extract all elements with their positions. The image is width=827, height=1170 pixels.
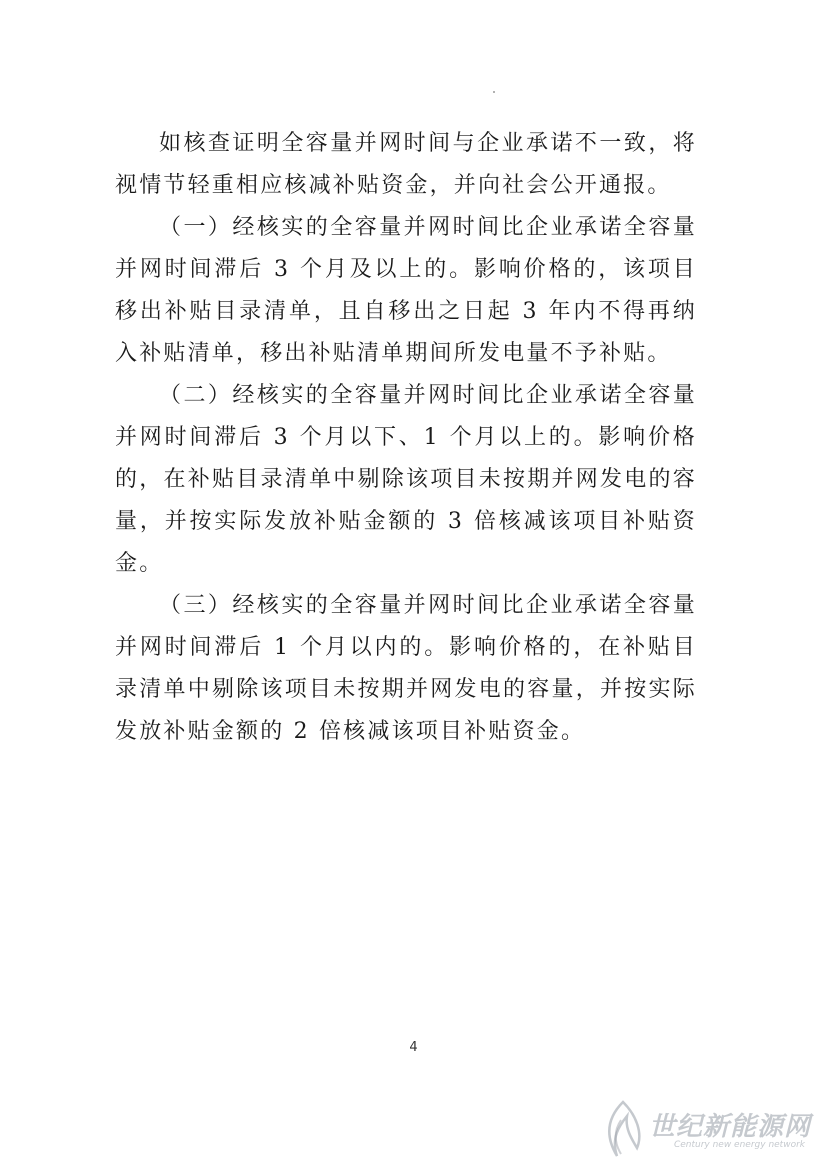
page-number: 4 bbox=[409, 1040, 418, 1055]
watermark-text: 世纪新能源网 bbox=[648, 1112, 811, 1142]
watermark bbox=[597, 1098, 817, 1162]
paragraph-intro: 如核查证明全容量并网时间与企业承诺不一致，将视情节轻重相应核减补贴资金，并向社会公开通报。 bbox=[115, 131, 697, 198]
watermark-subtext: Century new energy network bbox=[673, 1140, 805, 1150]
document-body bbox=[115, 123, 697, 753]
flame-logo-icon bbox=[597, 1098, 647, 1160]
scan-speck bbox=[493, 91, 495, 93]
paragraph-clause-1: （一）经核实的全容量并网时间比企业承诺全容量并网时间滞后 3 个月及以上的。影响价格的，该项目移出补贴目录清单，且自移出之日起 3 年内不得再纳入补贴清单，移出补贴清单期间所发电量不予补贴。 bbox=[115, 215, 697, 366]
paragraph-clause-2: （二）经核实的全容量并网时间比企业承诺全容量并网时间滞后 3 个月以下、1 个月以上的。影响价格的，在补贴目录清单中剔除该项目未按期并网发电的容量，并按实际发放补贴金额的 3 倍核减该项目补贴资金。 bbox=[115, 383, 697, 576]
paragraph-clause-3: （三）经核实的全容量并网时间比企业承诺全容量并网时间滞后 1 个月以内的。影响价格的，在补贴目录清单中剔除该项目未按期并网发电的容量，并按实际发放补贴金额的 2 倍核减该项目补贴资金。 bbox=[115, 593, 697, 744]
